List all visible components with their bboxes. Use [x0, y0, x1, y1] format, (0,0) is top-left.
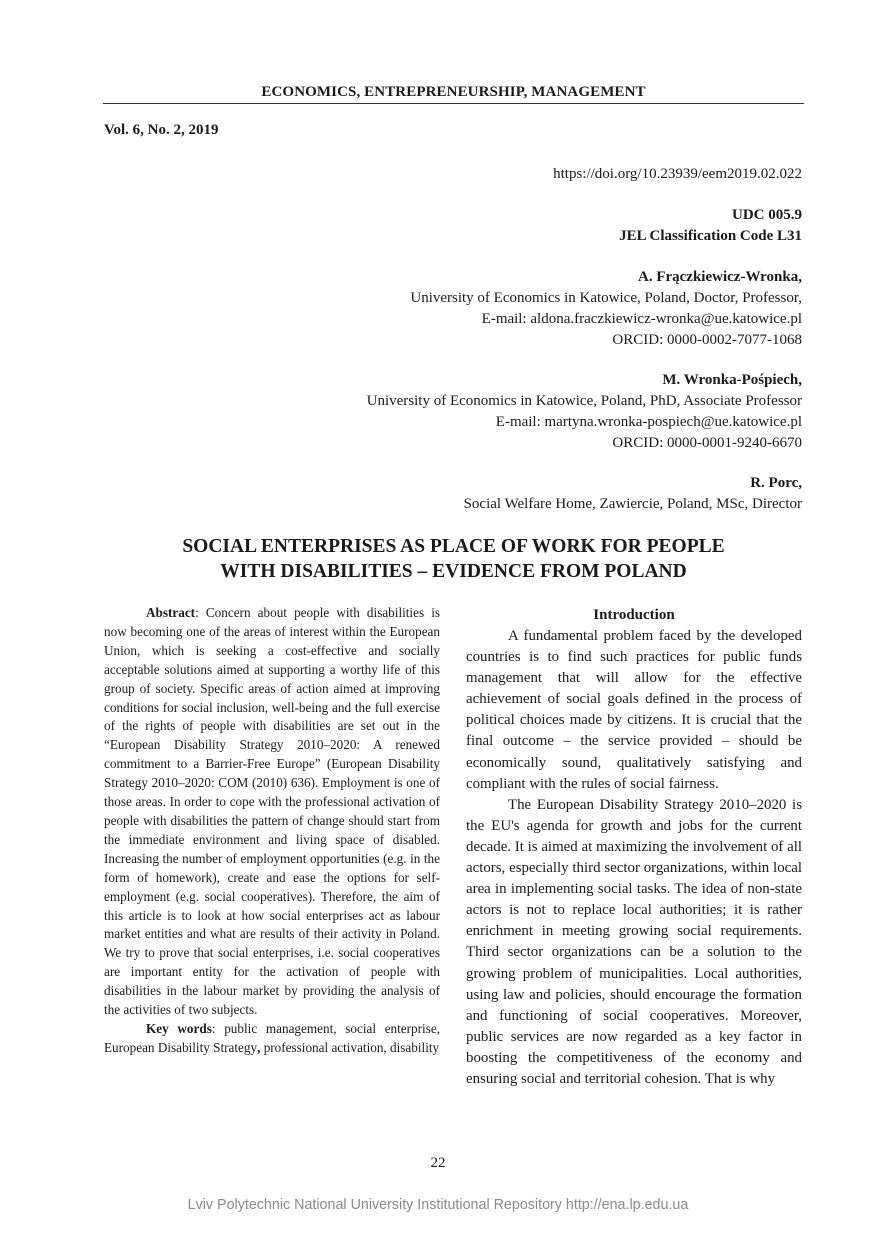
keywords-text-end: professional activation, disability	[260, 1039, 440, 1055]
author-affiliation: University of Economics in Katowice, Poland, PhD, Associate Professor	[366, 393, 802, 409]
paper-title	[103, 534, 804, 584]
doi-link[interactable]: https://doi.org/10.23939/eem2019.02.022	[553, 166, 802, 182]
body-paragraph: A fundamental problem faced by the developed countries is to find such practices for public funds management that will allow for the effective achievement of social goals defined in the process of political choices made by citizens. It is crucial that the final outcome – the service provided – should be economically sound, qualitatively satisfying and compliant with the rules of social fairness.	[466, 628, 802, 792]
author-orcid: ORCID: 0000-0001-9240-6670	[612, 435, 802, 451]
author-orcid: ORCID: 0000-0002-7077-1068	[612, 332, 802, 348]
abstract-text: : Concern about people with disabilities is now becoming one of the areas of interest within the European Union, which is seeking a cost-effective and socially acceptable solutions aimed at supporting a worthy life of this group of society. Specific areas of action aimed at improving conditions for social inclusion, well-being and the full exercise of the rights of people with disabilities are set out in the “European Disability Strategy 2010–2020: A renewed commitment to a Barrier-Free Europe” (European Disability Strategy 2010–2020: COM (2010) 636). Employment is one of those areas. In order to cope with the professional activation of people with disabilities the pattern of change should start from the immediate environment and living space of disabled. Increasing the number of employment opportunities (e.g. in the form of homework), create and ease the options for self-employment (e.g. social cooperatives). Therefore, the aim of this article is to look at how social enterprises act as labour market entities and what are results of their activity in Poland. We try to prove that social enterprises, i.e. social cooperatives are important entity for the activation of people with disabilities in the labour market by providing the analysis of the activities of two subjects.	[104, 605, 440, 1018]
author-email[interactable]: E-mail: aldona.fraczkiewicz-wronka@ue.katowice.pl	[481, 311, 802, 327]
introduction-heading: Introduction	[593, 607, 675, 623]
abstract-paragraph	[104, 604, 440, 1020]
keywords-text: : public management, social enterprise, European Disability Strategy	[104, 1020, 440, 1055]
header-rule	[103, 103, 804, 104]
page-number: 22	[430, 1155, 446, 1171]
title-line: SOCIAL ENTERPRISES AS PLACE OF WORK FOR PEOPLE	[182, 536, 725, 557]
volume-info: Vol. 6, No. 2, 2019	[104, 122, 219, 138]
author-affiliation: Social Welfare Home, Zawiercie, Poland, MSc, Director	[463, 496, 802, 512]
author-email[interactable]: E-mail: martyna.wronka-pospiech@ue.katowice.pl	[495, 414, 802, 430]
title-line: WITH DISABILITIES – EVIDENCE FROM POLAND	[220, 561, 687, 582]
jel-code: JEL Classification Code L31	[619, 228, 802, 244]
author-block	[464, 473, 802, 515]
author-block	[410, 267, 802, 351]
author-block	[367, 370, 802, 454]
author-affiliation: University of Economics in Katowice, Poland, Doctor, Professor,	[410, 290, 802, 306]
classification-block	[619, 205, 802, 247]
author-name: R. Porc,	[750, 475, 802, 491]
abstract-label: Abstract	[146, 605, 196, 620]
keywords-label: Key words	[146, 1020, 212, 1036]
author-name: M. Wronka-Pośpiech,	[662, 372, 802, 388]
keywords-comma: ,	[257, 1039, 261, 1055]
journal-title: ECONOMICS, ENTREPRENEURSHIP, MANAGEMENT	[261, 84, 646, 100]
introduction-column	[466, 605, 802, 1090]
author-name: A. Frączkiewicz-Wronka,	[638, 269, 802, 285]
udc-code: UDC 005.9	[732, 207, 802, 223]
body-paragraph: The European Disability Strategy 2010–2020 is the EU's agenda for growth and jobs for the current decade. It is aimed at maximizing the involvement of all actors, especially third sector organizations, within local area in implementing social tasks. The idea of non-state actors is not to replace local authorities; it is rather enrichment in meeting growing social requirements. Third sector organizations can be a solution to the growing problem of municipalities. Local authorities, using law and policies, should encourage the formation and functioning of social cooperatives. Moreover, public services are now regarded as a key factor in boosting the competitiveness of the economy and ensuring social and territorial cohesion. That is why	[466, 796, 802, 1087]
repository-footer[interactable]: Lviv Polytechnic National University Institutional Repository http://ena.lp.edu.ua	[187, 1197, 689, 1213]
keywords-paragraph	[104, 1020, 440, 1058]
abstract-column	[104, 604, 440, 1058]
